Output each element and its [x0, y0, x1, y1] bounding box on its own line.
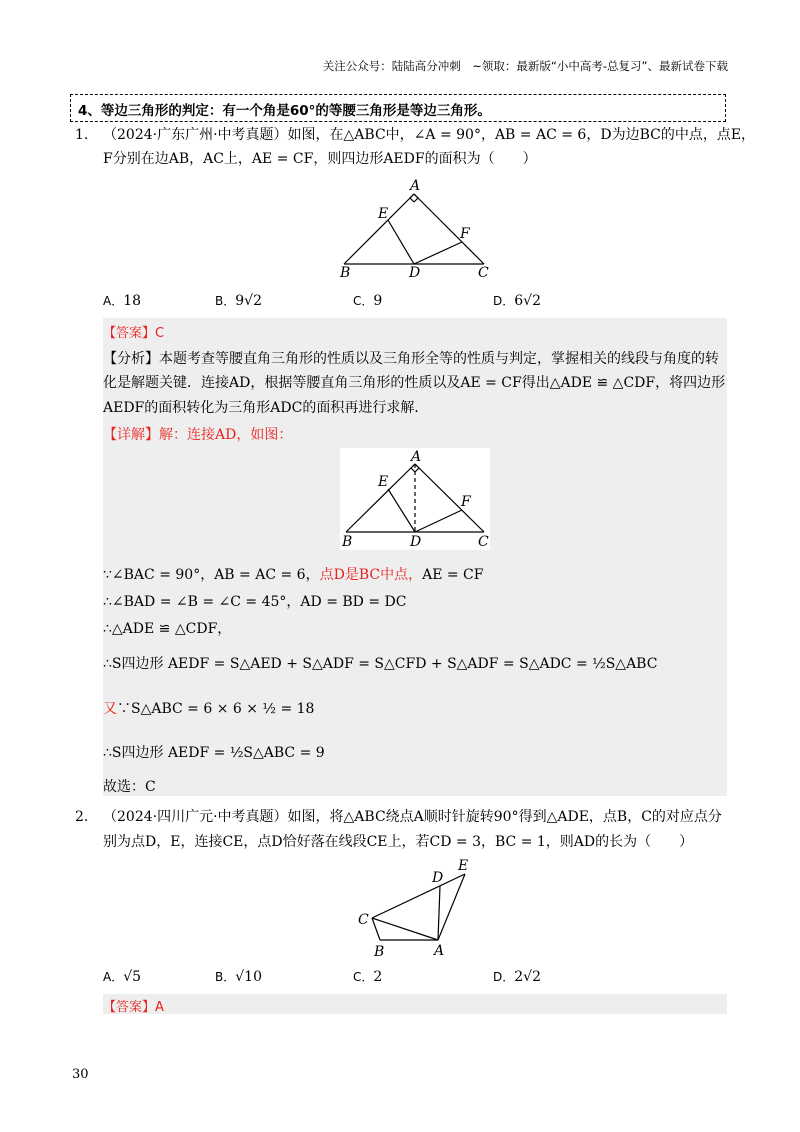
section-title: 4、等边三角形的判定：有一个角是60°的等腰三角形是等边三角形。	[78, 103, 491, 119]
q1-label-b: B	[340, 265, 351, 280]
q1-conclusion: 故选：C	[103, 779, 156, 795]
svg-text:A: A	[411, 449, 422, 465]
q2-option-c[interactable]: C．2	[353, 969, 383, 985]
q1-sol-line2: ∴∠BAD = ∠B = ∠C = 45°，AD = BD = DC	[103, 594, 407, 610]
q1-side-ab	[344, 194, 414, 264]
q1-line2: F分别在边AB，AC上，AE = CF，则四边形AEDF的面积为（ ）	[103, 151, 537, 167]
q2-answer-box	[103, 994, 727, 1014]
q1-answer-value: C	[155, 326, 165, 341]
q1-sol-line4: ∴S四边形 AEDF = S△AED + S△ADF = S△CFD + S△ADF = S△ADC = ½S△ABC	[103, 656, 658, 672]
q1-label-e: E	[378, 206, 389, 222]
q1-seg-df	[414, 242, 462, 264]
svg-text:D: D	[432, 870, 444, 886]
q1-solution-figure	[340, 448, 490, 550]
q1-option-a[interactable]: A．18	[103, 293, 142, 309]
q2-option-a[interactable]: A．√5	[103, 969, 142, 985]
svg-text:E: E	[378, 474, 389, 490]
q2-line1: （2024·四川广元·中考真题）如图，将△ABC绕点A顺时针旋转90°得到△ADE，点B，C的对应点分	[103, 809, 722, 825]
q1-seg-ed	[388, 220, 414, 264]
q1-label-f: F	[460, 226, 470, 242]
svg-text:A: A	[434, 943, 445, 959]
q1-detail-line: 【详解】解：连接AD，如图：	[103, 427, 293, 443]
q1-analysis-tag: 【分析】	[103, 351, 159, 367]
q1-line1: （2024·广东广州·中考真题）如图，在△ABC中，∠A = 90°，AB = AC = 6，D为边BC的中点，点E，	[103, 127, 756, 143]
q1-sol-line6: ∴S四边形 AEDF = ½S△ABC = 9	[103, 745, 325, 761]
svg-text:F: F	[461, 494, 471, 510]
q1-sol-line3: ∴△ADE ≌ △CDF，	[103, 621, 232, 637]
svg-text:D: D	[410, 534, 422, 550]
svg-text:C: C	[358, 912, 369, 928]
q2-seg-ce	[372, 874, 465, 918]
q2-option-d[interactable]: D．2√2	[493, 969, 541, 985]
q2-option-b[interactable]: B．√10	[215, 969, 262, 985]
svg-text:B: B	[342, 534, 353, 550]
q1-answer-tag: 【答案】	[103, 326, 156, 341]
q1-sol-line5: 又∵S△ABC = 6 × 6 × ½ = 18	[103, 701, 315, 717]
q2-seg-cb	[372, 918, 380, 940]
q2-answer: 【答案】A	[103, 1000, 164, 1015]
q1-label-d: D	[409, 265, 421, 280]
q1-label-c: C	[478, 265, 489, 280]
q1-figure	[330, 176, 500, 280]
svg-text:C: C	[478, 534, 489, 550]
q2-line2: 别为点D，E，连接CE，点D恰好落在线段CE上，若CD = 3，BC = 1，则AD的长为（ ）	[103, 834, 694, 850]
q1-option-c[interactable]: C．9	[353, 293, 383, 309]
q1-analysis-line1: 【分析】本题考查等腰直角三角形的性质以及三角形全等的性质与判定，掌握相关的线段与角度的转	[103, 351, 719, 367]
q1-analysis-line2: 化是解题关键．连接AD，根据等腰直角三角形的性质以及AE = CF得出△ADE ≌ △CDF，将四边形	[103, 375, 726, 391]
q1-analysis-line3: AEDF的面积转化为三角形ADC的面积再进行求解．	[103, 400, 429, 416]
svg-text:B: B	[374, 944, 385, 960]
q2-seg-ca	[372, 918, 438, 940]
q1-sol-line1: ∵∠BAC = 90°，AB = AC = 6，点D是BC中点，AE = CF	[103, 567, 484, 583]
q1-side-ac	[414, 194, 484, 264]
q1-option-d[interactable]: D．6√2	[493, 293, 541, 309]
q1-right-angle-mark	[414, 194, 418, 202]
page-header: 关注公众号：陆陆高分冲刺 ~领取：最新版“小中高考-总复习”、最新试卷下载	[322, 59, 728, 73]
q1-answer	[103, 322, 164, 341]
page-number: 30	[72, 1067, 89, 1082]
q1-solution-box	[103, 318, 727, 796]
q2-seg-ad	[438, 886, 440, 940]
q1-number: 1.	[75, 127, 89, 143]
svg-text:E: E	[458, 858, 469, 874]
q1-label-a: A	[410, 178, 421, 194]
q2-number: 2.	[75, 809, 89, 825]
q1-option-b[interactable]: B．9√2	[215, 293, 262, 309]
q2-figure	[350, 856, 480, 960]
q1-detail-tag: 【详解】	[103, 427, 159, 443]
